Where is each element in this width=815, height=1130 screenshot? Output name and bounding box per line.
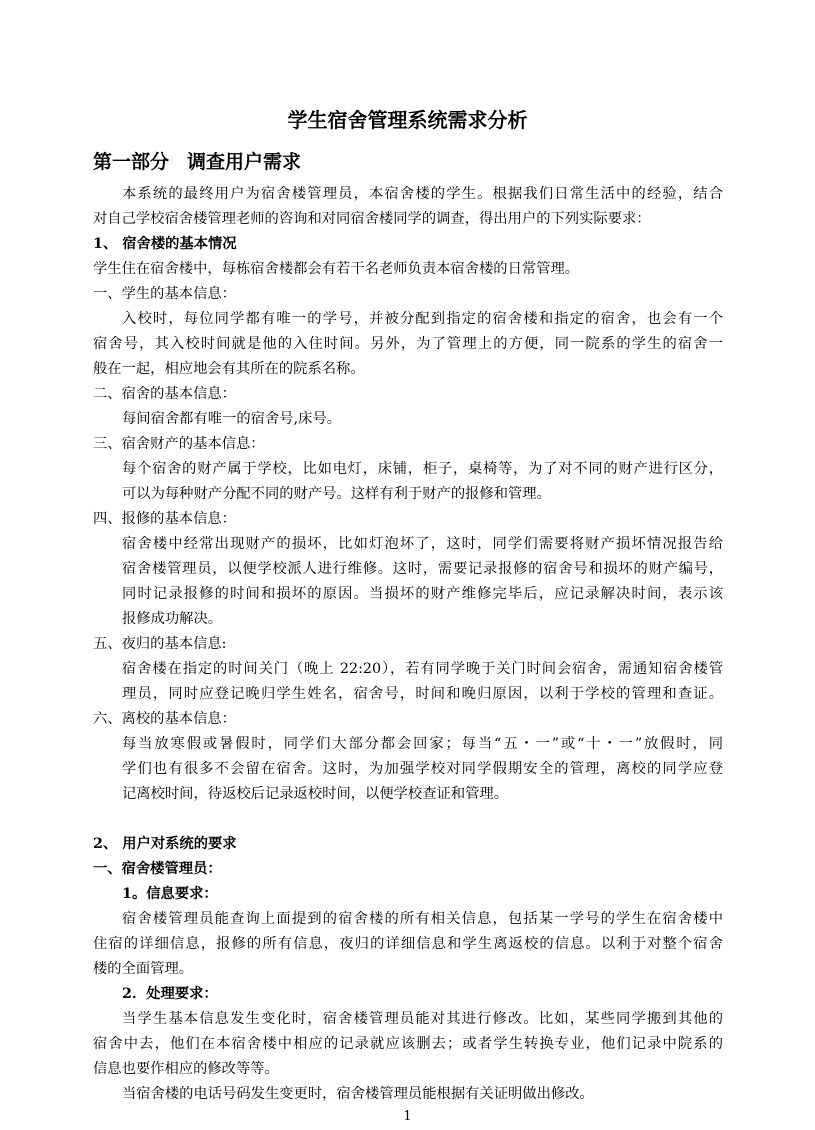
requirement-line: 宿舍中去，他们在本宿舍楼中相应的记录就应该删去；或者学生转换专业，他们记录中院系的 bbox=[93, 1036, 723, 1052]
requirement-line: 住宿的详细信息，报修的所有信息，夜归的详细信息和学生离返校的信息。以利于对整个宿舍 bbox=[93, 936, 723, 952]
requirement-line: 当宿舍楼的电话号码发生变更时，宿舍楼管理员能根据有关证明做出修改。 bbox=[122, 1086, 594, 1102]
item-line: 学们也有很多不会留在宿舍。这时，为加强学校对同学假期安全的管理，离校的同学应登 bbox=[122, 761, 723, 777]
item-line: 每个宿舍的财产属于学校，比如电灯，床铺，柜子，桌椅等，为了对不同的财产进行区分， bbox=[122, 461, 723, 477]
requirement-heading: 1。信息要求： bbox=[122, 886, 218, 902]
intro-line: 对自己学校宿舍楼管理老师的咨询和对同宿舍楼同学的调查，得出用户的下列实际要求： bbox=[93, 211, 651, 227]
item-line: 宿舍楼中经常出现财产的损坏，比如灯泡坏了，这时，同学们需要将财产损坏情况报告给 bbox=[122, 536, 723, 552]
page-number: 1 bbox=[403, 1109, 412, 1124]
section1-heading: 1、 宿舍楼的基本情况 bbox=[93, 236, 237, 252]
section2-heading: 2、 用户对系统的要求 bbox=[93, 836, 237, 852]
item-line: 般在一起，相应地会有其所在的院系名称。 bbox=[93, 361, 365, 377]
item-line: 每间宿舍都有唯一的宿舍号,床号。 bbox=[122, 411, 341, 427]
item-line: 理员，同时应登记晚归学生姓名，宿舍号，时间和晚归原因，以利于学校的管理和查证。 bbox=[122, 686, 723, 702]
requirement-line: 信息也要作相应的修改等等。 bbox=[93, 1061, 279, 1077]
item-heading: 三、宿舍财产的基本信息： bbox=[93, 436, 265, 452]
part1-heading bbox=[93, 149, 301, 175]
requirement-line: 当学生基本信息发生变化时，宿舍楼管理员能对其进行修改。比如，某些同学搬到其他的 bbox=[122, 1011, 723, 1027]
section2-subheading: 一、宿舍楼管理员： bbox=[93, 861, 222, 877]
item-line: 可以为每种财产分配不同的财产号。这样有利于财产的报修和管理。 bbox=[122, 486, 551, 502]
item-line: 宿舍楼在指定的时间关门（晚上 22:20），若有同学晚于关门时间会宿舍，需通知宿舍楼管 bbox=[122, 661, 723, 677]
item-line: 宿舍号，其入校时间就是他的入住时间。另外，为了管理上的方便，同一院系的学生的宿舍一 bbox=[93, 336, 723, 352]
item-heading: 一、学生的基本信息： bbox=[93, 286, 236, 302]
part1-number: 第一部分 bbox=[93, 151, 170, 173]
item-line: 每当放寒假或暑假时，同学们大部分都会回家；每当“五・一”或“十・一”放假时，同 bbox=[122, 736, 723, 752]
item-line: 记离校时间，待返校后记录返校时间，以便学校查证和管理。 bbox=[122, 786, 509, 802]
item-line: 宿舍楼管理员，以便学校派人进行维修。这时，需要记录报修的宿舍号和损坏的财产编号， bbox=[122, 561, 723, 577]
requirement-line: 宿舍楼管理员能查询上面提到的宿舍楼的所有相关信息，包括某一学号的学生在宿舍楼中 bbox=[122, 911, 723, 927]
item-heading: 二、宿舍的基本信息： bbox=[93, 386, 236, 402]
intro-line: 本系统的最终用户为宿舍楼管理员，本宿舍楼的学生。根据我们日常生活中的经验，结合 bbox=[122, 186, 723, 202]
part1-text: 调查用户需求 bbox=[187, 151, 302, 173]
item-heading: 五、夜归的基本信息: bbox=[93, 636, 227, 652]
requirement-heading: 2．处理要求： bbox=[122, 986, 218, 1002]
item-line: 同时记录报修的时间和损坏的原因。当损坏的财产维修完毕后，应记录解决时间，表示该 bbox=[122, 586, 723, 602]
section1-intro: 学生住在宿舍楼中，每栋宿舍楼都会有若干名老师负责本宿舍楼的日常管理。 bbox=[93, 261, 580, 277]
item-line: 报修成功解决。 bbox=[122, 611, 223, 627]
document-title: 学生宿舍管理系统需求分析 bbox=[287, 108, 528, 132]
item-line: 入校时，每位同学都有唯一的学号，并被分配到指定的宿舍楼和指定的宿舍，也会有一个 bbox=[122, 311, 723, 327]
requirement-line: 楼的全面管理。 bbox=[93, 961, 194, 977]
item-heading: 四、报修的基本信息： bbox=[93, 511, 236, 527]
item-heading: 六、离校的基本信息： bbox=[93, 711, 236, 727]
